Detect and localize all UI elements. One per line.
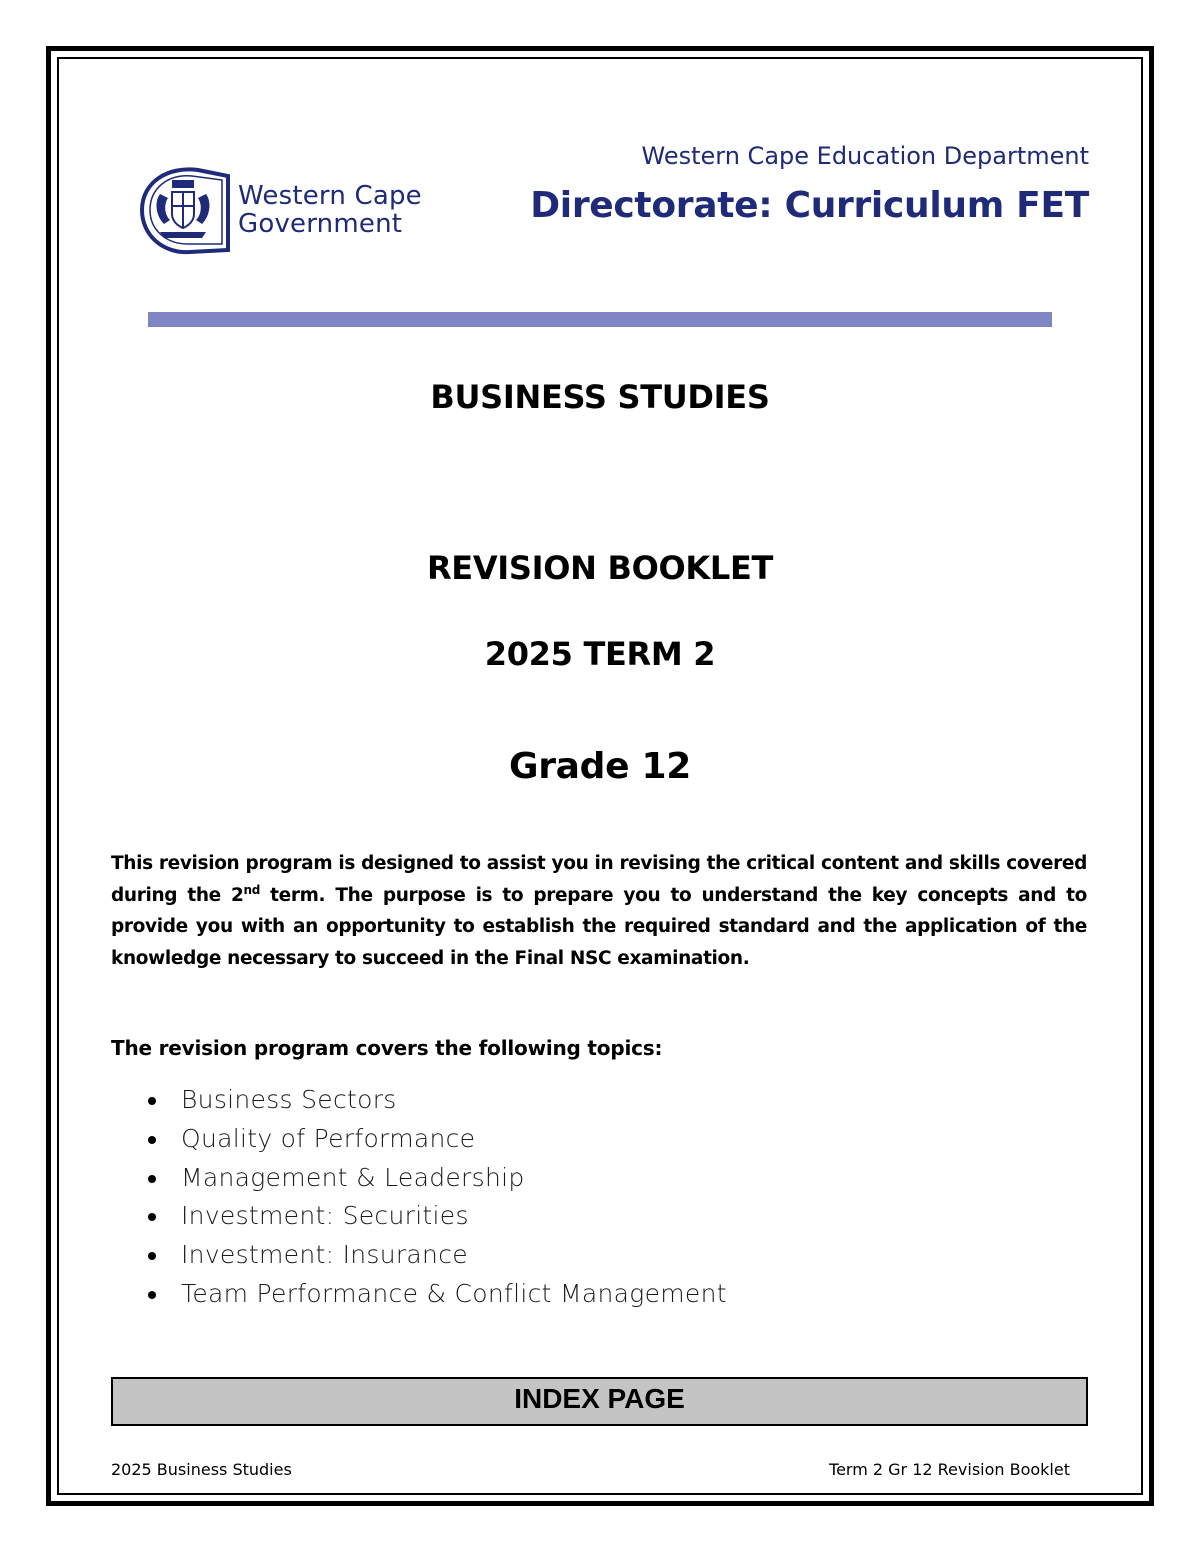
term-title: 2025 TERM 2 xyxy=(484,635,716,673)
list-item xyxy=(145,1238,727,1277)
topic-label: Business Sectors xyxy=(181,1085,397,1114)
directorate-title: Directorate: Curriculum FET xyxy=(530,185,1089,226)
list-item xyxy=(145,1122,727,1161)
topic-label: Management & Leadership xyxy=(181,1162,525,1192)
footer-left: 2025 Business Studies xyxy=(111,1460,292,1479)
bullet-icon xyxy=(148,1136,156,1144)
header-divider xyxy=(148,312,1052,327)
topics-list xyxy=(145,1083,727,1316)
intro-text-part2: term. The purpose is to prepare you to understand the key concepts and to provide you with an opportunity to establish the required standard and the application of the knowledge necessary to succeed in the Final NSC examination. xyxy=(111,884,1087,969)
bullet-icon xyxy=(148,1097,156,1105)
western-cape-government-logo xyxy=(138,164,458,256)
bullet-icon xyxy=(148,1175,156,1183)
index-page-banner xyxy=(111,1377,1088,1426)
list-item xyxy=(145,1161,727,1200)
topic-label: Investment: Insurance xyxy=(181,1240,468,1270)
footer-right: Term 2 Gr 12 Revision Booklet xyxy=(829,1460,1070,1479)
logo-line-1: Western Cape xyxy=(238,181,422,211)
bullet-icon xyxy=(148,1291,156,1299)
topics-heading: The revision program covers the following topics: xyxy=(111,1036,663,1060)
logo-line-2: Government xyxy=(238,209,403,239)
department-name: Western Cape Education Department xyxy=(641,142,1089,170)
intro-paragraph xyxy=(111,848,1087,974)
intro-text-part1: This revision program is designed to assist you in revising the critical content and skills covered during the 2 xyxy=(111,853,1087,906)
list-item xyxy=(145,1277,727,1316)
intro-superscript: nd xyxy=(243,882,260,897)
topic-label: Quality of Performance xyxy=(181,1123,476,1153)
bullet-icon xyxy=(148,1213,156,1221)
topic-label: Team Performance & Conflict Management xyxy=(181,1278,727,1308)
coat-of-arms-icon xyxy=(138,164,232,256)
subject-title: BUSINESS STUDIES xyxy=(430,378,770,416)
list-item xyxy=(145,1083,727,1122)
topic-label: Investment: Securities xyxy=(181,1201,469,1231)
list-item xyxy=(145,1199,727,1238)
grade-title: Grade 12 xyxy=(508,746,691,787)
index-page-label: INDEX PAGE xyxy=(514,1383,685,1414)
bullet-icon xyxy=(148,1252,156,1260)
booklet-title: REVISION BOOKLET xyxy=(426,549,774,587)
